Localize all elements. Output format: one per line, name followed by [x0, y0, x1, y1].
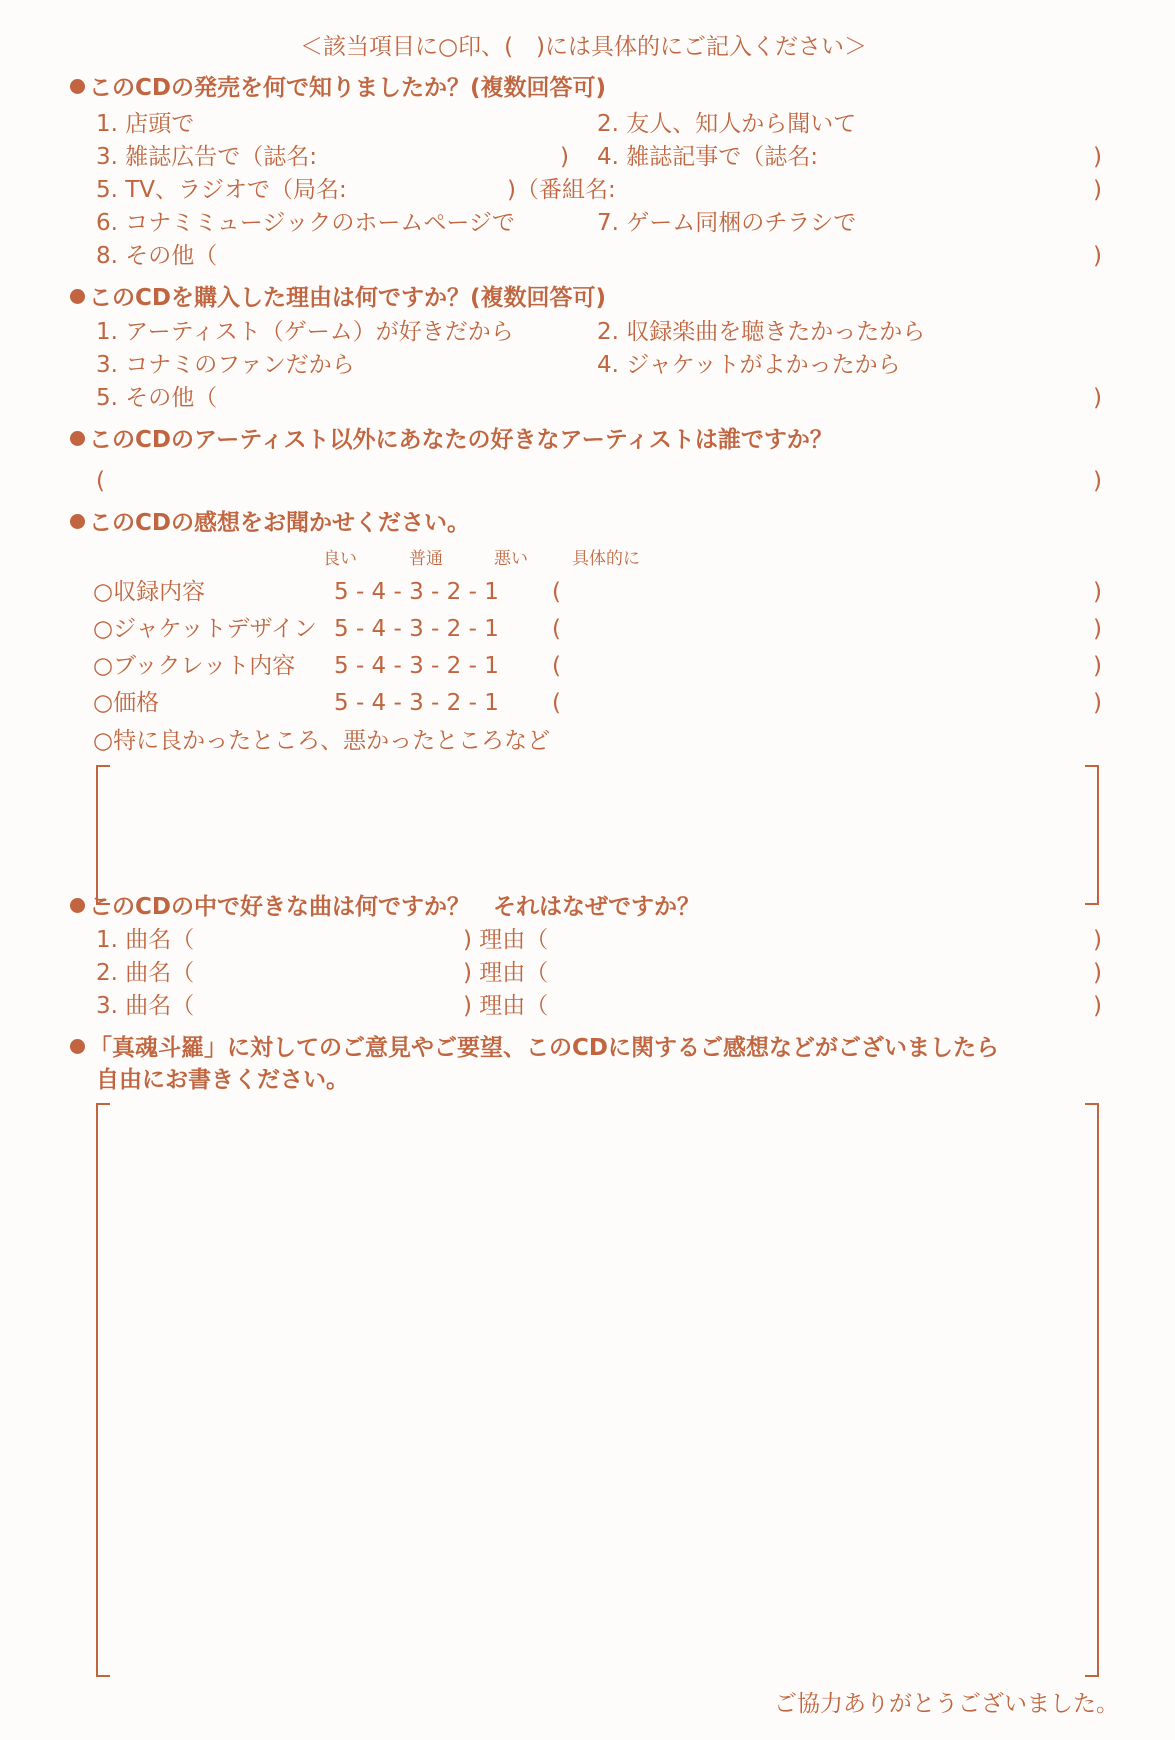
- q2-option-5[interactable]: 5. その他（: [96, 385, 218, 411]
- bullet-icon: [70, 431, 85, 446]
- question-6-text-line2: 自由にお書きください。: [96, 1067, 349, 1093]
- bullet-icon: [70, 898, 85, 913]
- comment-box-left-bracket[interactable]: [96, 765, 110, 905]
- question-2-text: このCDを購入した理由は何ですか？(複数回答可): [89, 285, 606, 311]
- question-1-text: このCDの発売を何で知りましたか？(複数回答可): [89, 75, 606, 101]
- q1-option-7[interactable]: 7. ゲーム同梱のチラシで: [597, 210, 857, 236]
- q1-option-5[interactable]: 5. TV、ラジオで（局名:: [96, 177, 347, 203]
- question-6-title: [70, 1034, 999, 1062]
- bullet-icon: [70, 289, 85, 304]
- comment-box-right-bracket[interactable]: [1085, 765, 1099, 905]
- thanks-text: ご協力ありがとうございました。: [774, 1691, 1119, 1717]
- close-paren: ): [1093, 960, 1102, 986]
- close-paren: ): [1093, 243, 1102, 269]
- free-comment-label: ○特に良かったところ、悪かったところなど: [93, 728, 551, 754]
- opinion-box-right-bracket[interactable]: [1085, 1103, 1099, 1677]
- q2-option-4[interactable]: 4. ジャケットがよかったから: [597, 352, 901, 378]
- close-paren: ): [1093, 616, 1102, 642]
- bullet-icon: [70, 79, 85, 94]
- open-paren[interactable]: (: [552, 653, 561, 679]
- rating-scale[interactable]: 5 - 4 - 3 - 2 - 1: [334, 653, 499, 679]
- q1-option-3-close: ): [560, 144, 569, 170]
- song-3-reason[interactable]: ) 理由（: [463, 993, 549, 1019]
- question-3-title: [70, 426, 833, 454]
- question-6-text: 「真魂斗羅」に対してのご意見やご要望、このCDに関するご感想などがございましたら: [89, 1035, 999, 1061]
- song-3-name[interactable]: 3. 曲名（: [96, 993, 195, 1019]
- close-paren: ): [1093, 690, 1102, 716]
- opinion-box-left-bracket[interactable]: [96, 1103, 110, 1677]
- close-paren: ): [1093, 579, 1102, 605]
- rating-scale[interactable]: 5 - 4 - 3 - 2 - 1: [334, 616, 499, 642]
- q2-option-2[interactable]: 2. 収録楽曲を聴きたかったから: [597, 319, 926, 345]
- close-paren: ): [1093, 468, 1102, 494]
- bullet-icon: [70, 514, 85, 529]
- question-4-text: このCDの感想をお聞かせください。: [89, 510, 470, 536]
- scale-label-good: 良い: [323, 549, 357, 569]
- close-paren: ): [1093, 653, 1102, 679]
- open-paren[interactable]: (: [552, 690, 561, 716]
- rating-row-label: ○ジャケットデザイン: [93, 616, 317, 642]
- q2-option-3[interactable]: 3. コナミのファンだから: [96, 352, 355, 378]
- rating-row-label: ○収録内容: [93, 579, 206, 605]
- song-2-reason[interactable]: ) 理由（: [463, 960, 549, 986]
- question-5-title: [70, 893, 700, 921]
- question-3-text: このCDのアーティスト以外にあなたの好きなアーティストは誰ですか？: [89, 427, 833, 453]
- rating-scale[interactable]: 5 - 4 - 3 - 2 - 1: [334, 579, 499, 605]
- close-paren: ): [1093, 177, 1102, 203]
- scale-label-detail: 具体的に: [572, 549, 640, 569]
- question-2-title: [70, 284, 606, 312]
- song-1-reason[interactable]: ) 理由（: [463, 927, 549, 953]
- q1-option-8[interactable]: 8. その他（: [96, 243, 218, 269]
- close-paren: ): [1093, 927, 1102, 953]
- scale-label-bad: 悪い: [494, 549, 528, 569]
- q3-answer-open[interactable]: (: [96, 468, 105, 494]
- close-paren: ): [1093, 993, 1102, 1019]
- question-4-title: [70, 509, 470, 537]
- q2-option-1[interactable]: 1. アーティスト（ゲーム）が好きだから: [96, 319, 514, 345]
- open-paren[interactable]: (: [552, 579, 561, 605]
- bullet-icon: [70, 1039, 85, 1054]
- question-1-title: [70, 74, 606, 102]
- q1-option-2[interactable]: 2. 友人、知人から聞いて: [597, 111, 857, 137]
- q1-option-6[interactable]: 6. コナミミュージックのホームページで: [96, 210, 515, 236]
- q1-option-3[interactable]: 3. 雑誌広告で（誌名:: [96, 144, 318, 170]
- q1-option-5-program[interactable]: )（番組名:: [507, 177, 616, 203]
- rating-row-label: ○ブックレット内容: [93, 653, 296, 679]
- question-5-text: このCDの中で好きな曲は何ですか？ それはなぜですか？: [89, 894, 700, 920]
- scale-label-normal: 普通: [409, 549, 443, 569]
- song-1-name[interactable]: 1. 曲名（: [96, 927, 195, 953]
- q1-option-4[interactable]: 4. 雑誌記事で（誌名:: [597, 144, 819, 170]
- q1-option-1[interactable]: 1. 店頭で: [96, 111, 195, 137]
- close-paren: ): [1093, 385, 1102, 411]
- instruction-text: ＜該当項目に○印、( )には具体的にご記入ください＞: [300, 34, 868, 60]
- song-2-name[interactable]: 2. 曲名（: [96, 960, 195, 986]
- rating-scale[interactable]: 5 - 4 - 3 - 2 - 1: [334, 690, 499, 716]
- open-paren[interactable]: (: [552, 616, 561, 642]
- close-paren: ): [1093, 144, 1102, 170]
- rating-row-label: ○価格: [93, 690, 160, 716]
